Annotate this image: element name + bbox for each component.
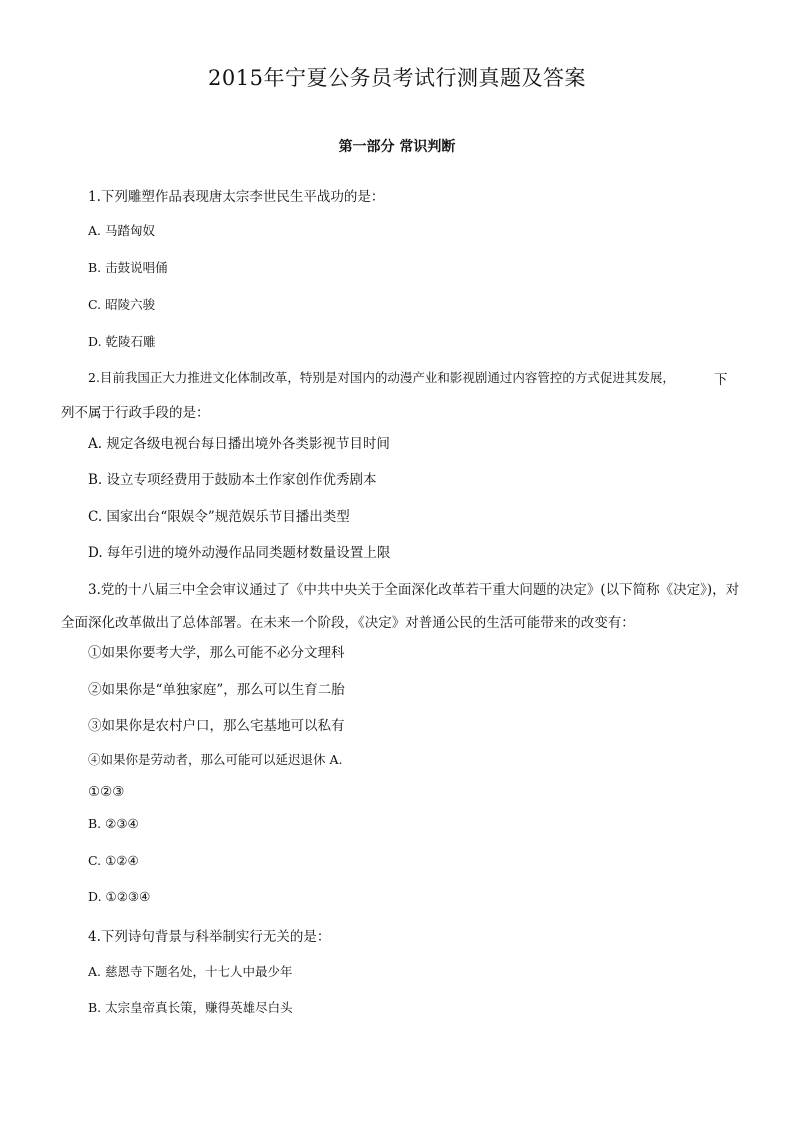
question-2-option-c: C. 国家出台“限娱令”规范娱乐节目播出类型 (88, 509, 350, 525)
question-3-item-4: ④如果你是劳动者，那么可能可以延迟退休 A. (88, 752, 343, 767)
section-heading: 第一部分 常识判断 (338, 139, 456, 155)
question-2-stem-continued: 列不属于行政手段的是： (61, 405, 210, 421)
question-1-option-b: B. 击鼓说唱俑 (88, 260, 168, 275)
question-2-option-d: D. 每年引进的境外动漫作品同类题材数量设置上限 (88, 545, 391, 561)
question-2-stem: 2.目前我国正大力推进文化体制改革，特别是对国内的动漫产业和影视剧通过内容管控的方式促进其发展， (88, 370, 675, 385)
question-3-option-c: C. ①②④ (88, 853, 139, 868)
question-3-item-3: ③如果你是农村户口，那么宅基地可以私有 (88, 718, 345, 734)
question-2-option-b: B. 设立专项经费用于鼓励本土作家创作优秀剧本 (88, 472, 377, 488)
question-2-option-a: A. 规定各级电视台每日播出境外各类影视节目时间 (88, 436, 390, 452)
question-3-option-d: D. ①②③④ (88, 889, 151, 904)
question-1-option-d: D. 乾陵石雕 (88, 334, 156, 349)
question-1-option-c: C. 昭陵六骏 (88, 297, 156, 312)
question-3-stem-continued: 全面深化改革做出了总体部署。在未来一个阶段，《决定》对普通公民的生活可能带来的改变有： (61, 615, 635, 631)
question-3-option-a: ①②③ (88, 784, 125, 800)
question-3-item-1: ①如果你要考大学，那么可能不必分文理科 (88, 645, 345, 661)
question-1-stem: 1.下列雕塑作品表现唐太宗李世民生平战功的是： (88, 189, 385, 205)
question-3-item-2: ②如果你是“单独家庭”，那么可以生育二胎 (88, 682, 345, 698)
question-2-stem-tail: 下 (714, 372, 728, 388)
question-4-option-b: B. 太宗皇帝真长策，赚得英雄尽白头 (88, 1000, 293, 1015)
question-3-stem: 3.党的十八届三中全会审议通过了《中共中央关于全面深化改革若干重大问题的决定》(以下简称《决定》)，对 (88, 582, 740, 598)
question-4-stem: 4.下列诗句背景与科举制实行无关的是： (88, 929, 331, 945)
question-4-option-a: A. 慈恩寺下题名处，十七人中最少年 (88, 964, 293, 979)
question-3-option-b: B. ②③④ (88, 816, 139, 831)
document-title: 2015年宁夏公务员考试行测真题及答案 (208, 66, 586, 90)
question-1-option-a: A. 马踏匈奴 (88, 223, 155, 238)
